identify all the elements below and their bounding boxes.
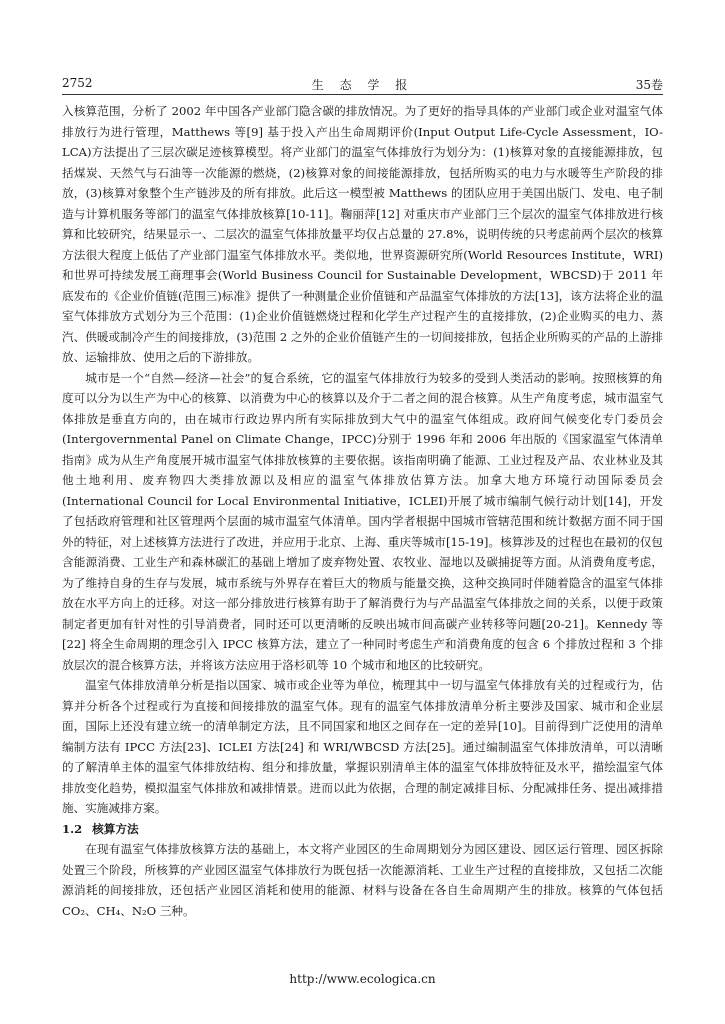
paragraph-2: 城市是一个“自然—经济—社会”的复合系统，它的温室气体排放行为较多的受到人类活动的影响。按照核算的角度可以分为以生产为中心的核算、以消费为中心的核算以及介于二者之间的混合核算。从生产角度考虑，城市温室气体排放是垂直方向的，由在城市行政边界内所有实际排放到大气中的温室气体组成。政府间气候变化专门委员会(Intergovernmental Panel on Climate Change，IPCC)分别于 1996 年和 2006 年出版的《国家温室气体清单指南》成为从生产角度展开城市温室气体排放核算的主要依据。该指南明确了能源、工业过程及产品、农业林业及其他土地利用、废弃物四大类排放源以及相应的温室气体排放估算方法。加拿大地方环境行动国际委员会(International Council for Local Environmental Initiative，ICLEI)开展了城市编制气候行动计划[14]，开发了包括政府管理和社区管理两个层面的城市温室气体清单。国内学者根据中国城市管辖范围和统计数据方面不同于国外的特征，对上述核算方法进行了改进，并应用于北京、上海、重庆等城市[15-19]。核算涉及的过程也在最初的仅包含能源消费、工业生产和森林碳汇的基础上增加了废弃物处置、农牧业、湿地以及碳捕捉等方面。从消费角度考虑，为了维持自身的生存与发展，城市系统与外界存在着巨大的物质与能量交换，这种交换同时伴随着隐含的温室气体排放在水平方向上的迁移。对这一部分排放进行核算有助于了解消费行为与产品温室气体排放之间的关系，以便于政策制定者更加有针对性的引导消费者，同时还可以更清晰的反映出城市间高碳产业转移等问题[20-21]。Kennedy 等[22] 将全生命周期的理念引入 IPCC 核算方法，建立了一种同时考虑生产和消费角度的包含 6 个排放过程和 3 个排放层次的混合核算方法，并将该方法应用于洛杉矶等 10 个城市和地区的比较研究。 <box>62 370 663 672</box>
section-number: 1.2 <box>62 821 83 836</box>
section-title: 核算方法 <box>92 821 139 836</box>
running-header <box>62 76 663 94</box>
journal-title: 生 态 学 报 <box>311 78 414 92</box>
footer-url[interactable]: http://www.ecologica.cn <box>289 972 436 986</box>
paragraph-3: 温室气体排放清单分析是指以国家、城市或企业等为单位，梳理其中一切与温室气体排放有关的过程或行为，估算并分析各个过程或行为直接和间接排放的温室气体。现有的温室气体排放清单分析主要涉及国家、城市和企业层面，国际上还没有建立统一的清单制定方法，且不同国家和地区之间存在一定的差异[10]。目前得到广泛使用的清单编制方法有 IPCC 方法[23]、ICLEI 方法[24] 和 WRI/WBCSD 方法[25]。通过编制温室气体排放清单，可以清晰的了解清单主体的温室气体排放结构、组分和排放量，掌握识别清单主体的温室气体排放特征及水平，描绘温室气体排放变化趋势，模拟温室气体排放和减排情景。进而以此为依据，合理的制定减排目标、分配减排任务、提出减排措施、实施减排方案。 <box>62 678 663 815</box>
paragraph-1: 入核算范围，分析了 2002 年中国各产业部门隐含碳的排放情况。为了更好的指导具体的产业部门或企业对温室气体排放行为进行管理，Matthews 等[9] 基于投入产出生命周期评价(Input Output Life-Cycle Assessment，IO-LCA)方法提出了三层次碳足迹核算模型。将产业部门的温室气体排放行为划分为：(1)核算对象的直接能源排放，包括煤炭、天然气与石油等一次能源的燃烧，(2)核算对象的间接能源排放，包括所购买的电力与水暖等生产阶段的排放，(3)核算对象整个生产链涉及的所有排放。此后这一模型被 Matthews 的团队应用于美国出版门、发电、电子制造与计算机服务等部门的温室气体排放核算[10-11]。鞠丽萍[12] 对重庆市产业部门三个层次的温室气体排放进行核算和比较研究，结果显示一、二层次的温室气体排放量平均仅占总量的 27.8%，说明传统的只考虑前两个层次的核算方法很大程度上低估了产业部门温室气体排放水平。类似地，世界资源研究所(World Resources Institute，WRI)和世界可持续发展工商理事会(World Business Council for Sustainable Development，WBCSD)于 2011 年底发布的《企业价值链(范围三)标准》提供了一种测量企业价值链和产品温室气体排放的方法[13]，该方法将企业的温室气体排放方式划分为三个范围：(1)企业价值链燃烧过程和化学生产过程产生的直接排放，(2)企业购买的电力、蒸汽、供暖或制冷产生的间接排放，(3)范围 2 之外的企业价值链产生的一切间接排放，包括企业所购买的产品的上游排放、运输排放、使用之后的下游排放。 <box>62 104 663 364</box>
body-text <box>62 101 663 921</box>
section-heading <box>62 819 663 840</box>
header-rule <box>62 94 663 95</box>
page-number: 2752 <box>62 76 93 90</box>
section-paragraph: 在现有温室气体排放核算方法的基础上，本文将产业园区的生命周期划分为园区建设、园区运行管理、园区拆除处置三个阶段，所核算的产业园区温室气体排放行为既包括一次能源消耗、工业生产过程的直接排放，又包括二次能源消耗的间接排放，还包括产业园区消耗和使用的能源、材料与设备在各自生命周期产生的排放。核算的气体包括 CO₂、CH₄、N₂O 三种。 <box>62 842 663 918</box>
volume-label: 35卷 <box>635 78 663 92</box>
